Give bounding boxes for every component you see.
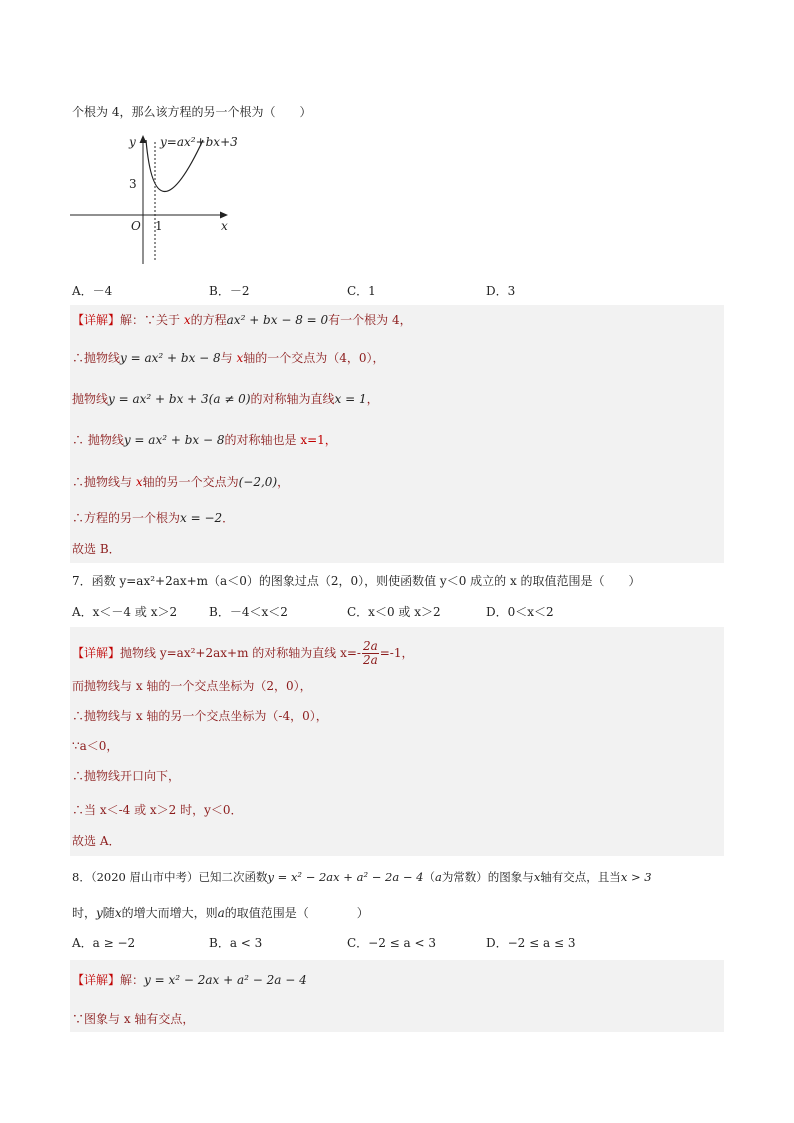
tick-label-1: 1 [155,219,163,233]
q8-option-d[interactable]: D．−2 ≤ a ≤ 3 [486,936,576,950]
q8-option-a[interactable]: A．a ≥ −2 [72,936,136,950]
x-axis-arrow-icon [220,212,228,219]
q6-parabola-graph [68,128,248,268]
q6-sol-line4: ∴ 抛物线y = ax² + bx − 8的对称轴也是 x=1， [72,433,337,447]
x-axis-label: x [221,219,228,233]
q8-option-b[interactable]: B．a < 3 [209,936,263,950]
q6-option-a[interactable]: A．－4 [72,284,113,298]
q6-option-b[interactable]: B．－2 [209,284,250,298]
q8-stem-line1: 8．（2020 眉山市中考）已知二次函数y = x² − 2ax + a² − 2a − 4（a为常数）的图象与x轴有交点，且当x > 3 [72,870,652,884]
solution-tag: 【详解】 [72,646,121,660]
fraction: $\frac{2a}{2a}$ [362,639,378,667]
q6-sol-line1: 【详解】解：∵关于 x的方程ax² + bx − 8 = 0有一个根为 4， [72,313,412,327]
q7-sol-line7: 故选 A． [72,834,121,848]
y-axis-arrow-icon [140,135,147,143]
q7-option-a[interactable]: A．x＜－4 或 x＞2 [72,605,178,619]
q7-sol-line5: ∴抛物线开口向下， [72,769,181,783]
q7-option-d[interactable]: D．0＜x＜2 [486,605,554,619]
q7-sol-line2: 而抛物线与 x 轴的一个交点坐标为（2，0）， [72,679,312,693]
q8-stem-line2: 时，y随x的增大而增大，则a的取值范围是（ ） [72,906,369,920]
q6-option-d[interactable]: D．3 [486,284,516,298]
q8-sol-line1: 【详解】解：y = x² − 2ax + a² − 2a − 4 [72,973,307,987]
tick-label-3: 3 [129,177,137,191]
q6-sol-line3: 抛物线y = ax² + bx + 3(a ≠ 0)的对称轴为直线x = 1， [72,392,379,406]
q7-option-b[interactable]: B．－4＜x＜2 [209,605,288,619]
q7-sol-line4: ∵a＜0， [72,739,119,753]
q7-stem: 7．函数 y=ax²+2ax+m（a＜0）的图象过点（2，0），则使函数值 y＜0 成立的 x 的取值范围是（ ） [72,574,641,588]
q7-sol-line1: 【详解】抛物线 y=ax²+2ax+m 的对称轴为直线 x=- $\frac{2a}{2a}$ =-1， [72,639,414,667]
origin-label: O [131,219,141,233]
q6-option-c[interactable]: C．1 [347,284,376,298]
curve-label: y=ax²+bx+3 [160,135,238,149]
q7-option-c[interactable]: C．x＜0 或 x＞2 [347,605,441,619]
solution-tag: 【详解】 [72,313,121,327]
q6-stem: 个根为 4，那么该方程的另一个根为（ ） [72,105,312,119]
q6-sol-line2: ∴抛物线y = ax² + bx − 8与 x轴的一个交点为（4，0）， [72,351,385,365]
q6-sol-line7: 故选 B． [72,542,121,556]
y-axis-label: y [129,135,136,149]
q6-sol-line5: ∴抛物线与 x轴的另一个交点为(−2,0)， [72,475,290,489]
q7-sol-line6: ∴当 x＜-4 或 x＞2 时，y＜0． [72,803,243,817]
solution-tag: 【详解】 [72,973,121,987]
q6-sol-line6: ∴方程的另一个根为x = −2． [72,511,235,525]
q8-option-c[interactable]: C．−2 ≤ a < 3 [347,936,437,950]
q8-sol-line2: ∵图象与 x 轴有交点， [72,1012,195,1026]
q7-sol-line3: ∴抛物线与 x 轴的另一个交点坐标为（-4，0）， [72,709,328,723]
